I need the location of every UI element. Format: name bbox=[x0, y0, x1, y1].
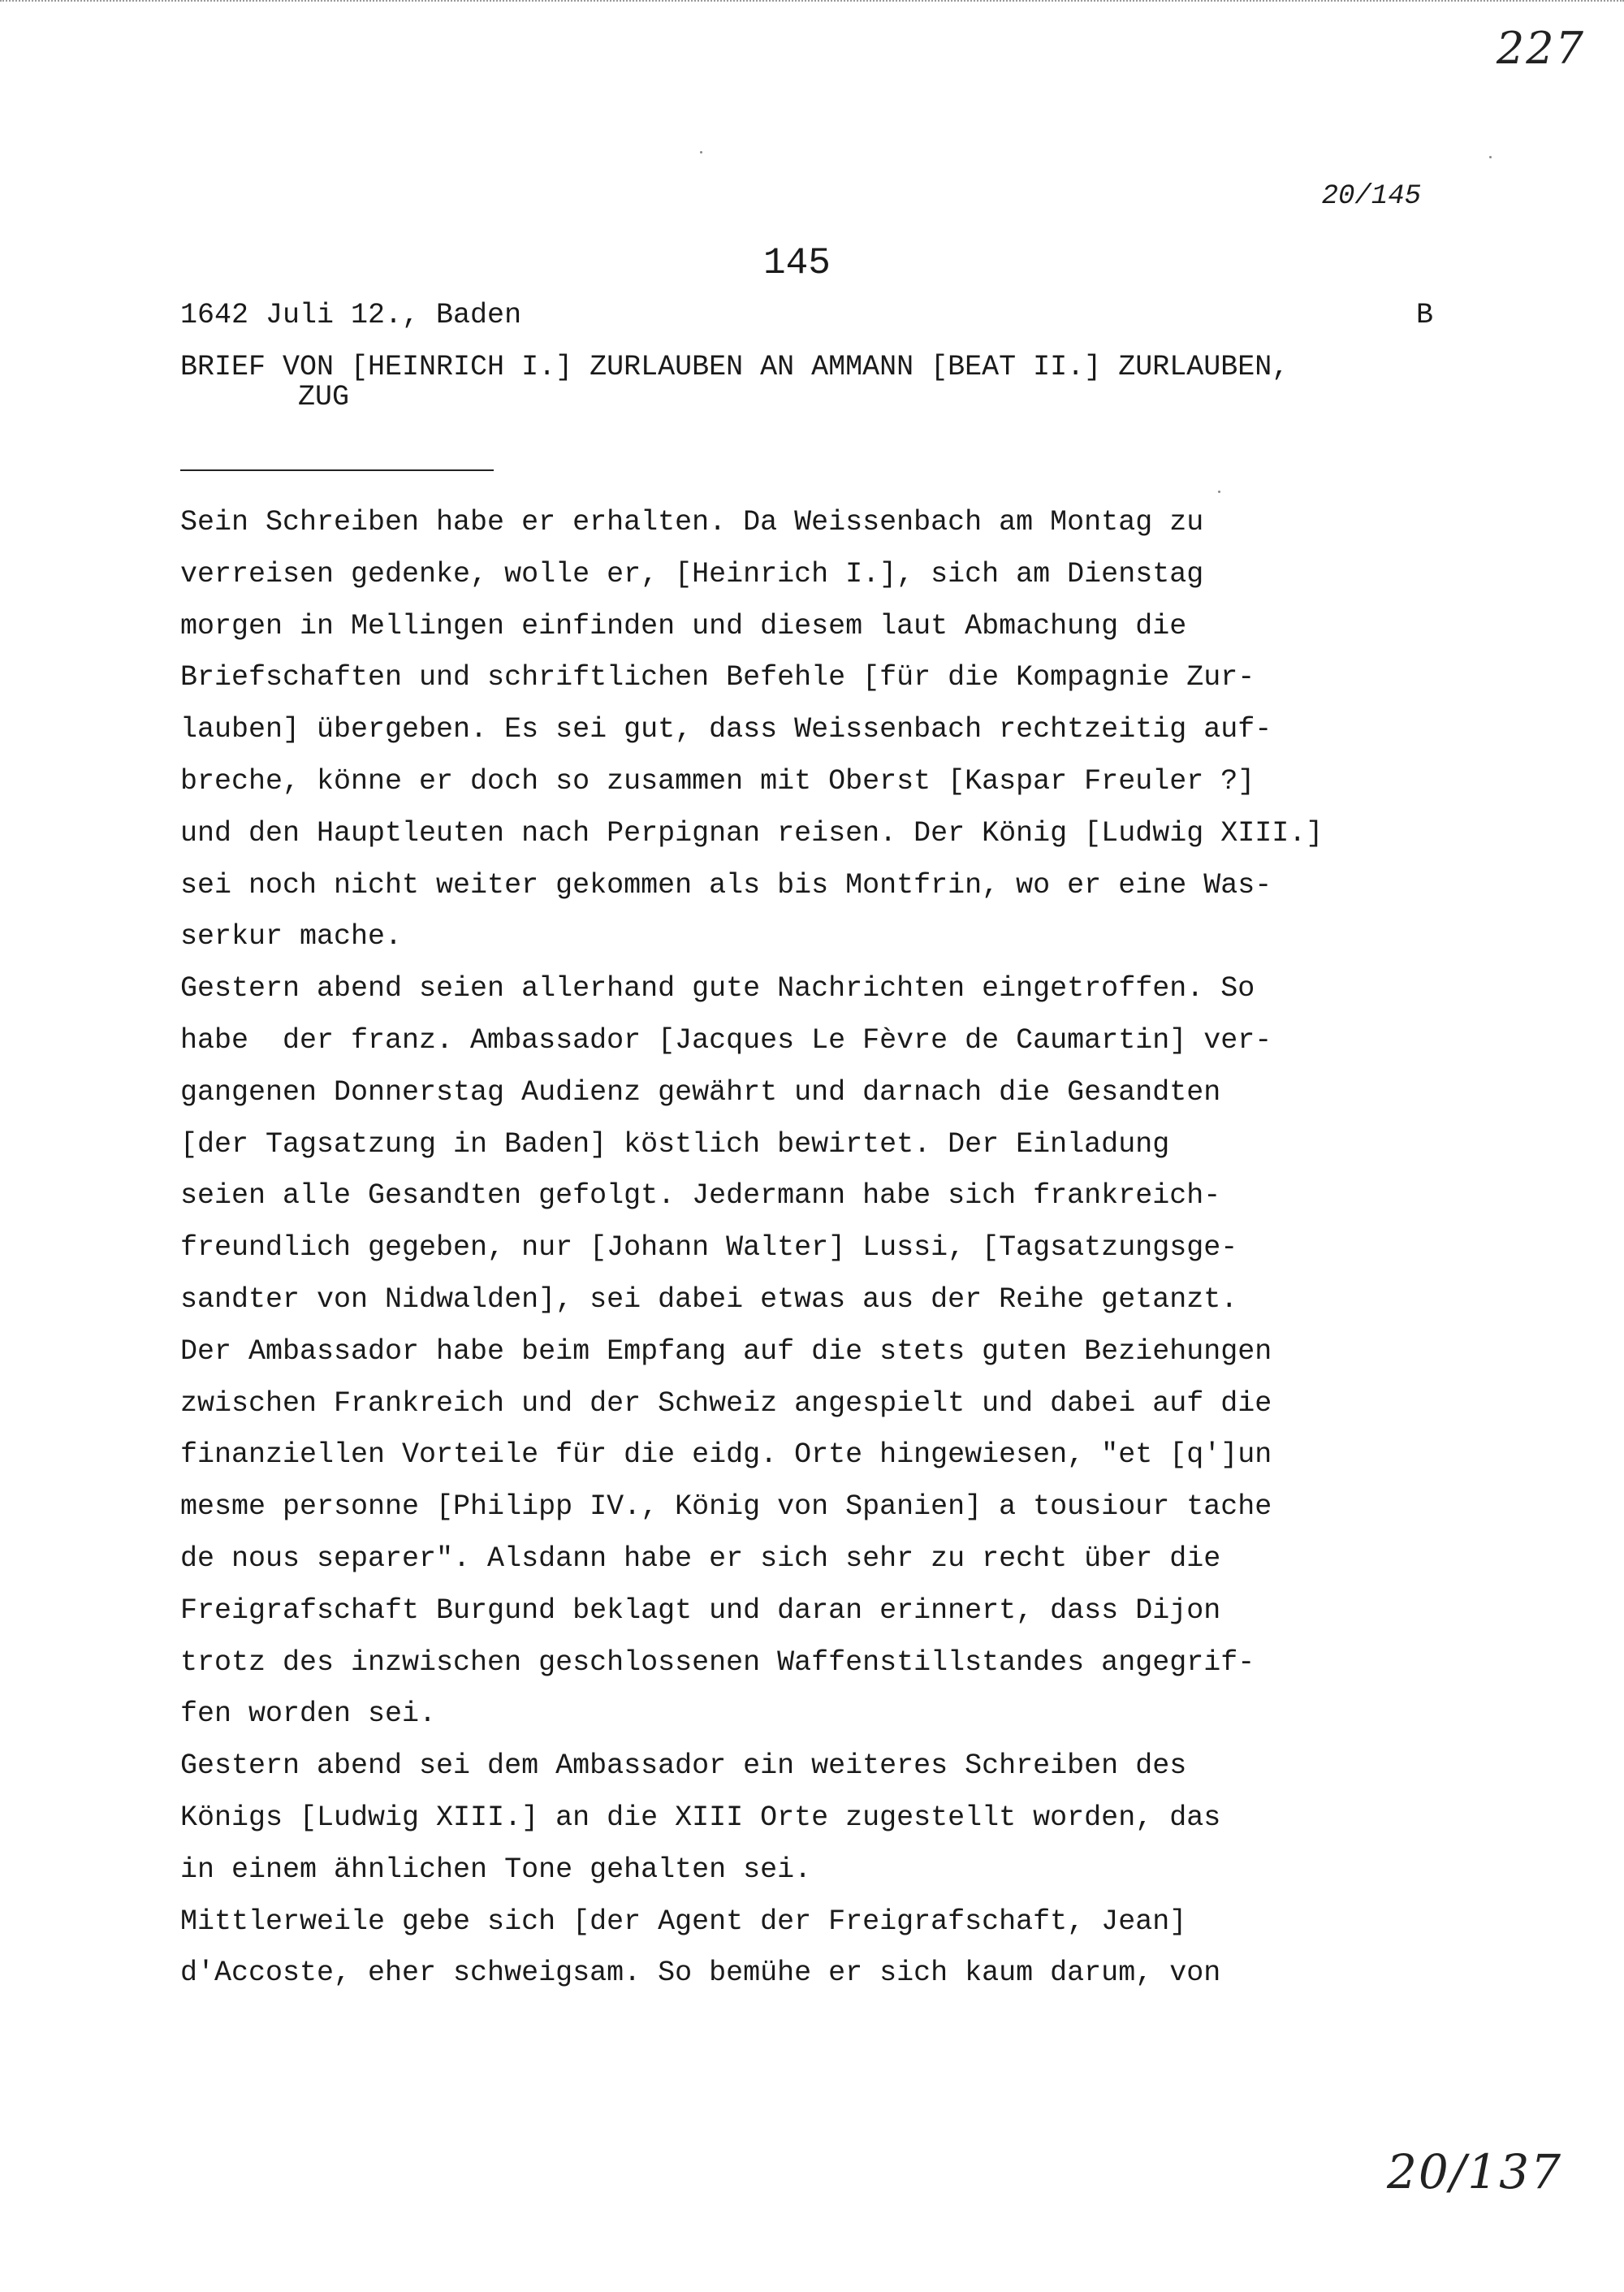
body-line: Sein Schreiben habe er erhalten. Da Weissenbach am Montag zu bbox=[180, 506, 1204, 538]
body-line: de nous separer". Alsdann habe er sich sehr zu recht über die bbox=[180, 1542, 1221, 1575]
scan-speck bbox=[1489, 156, 1492, 158]
body-text bbox=[180, 497, 1561, 2000]
document-reference: 20/145 bbox=[1321, 181, 1421, 212]
body-line: morgen in Mellingen einfinden und diesem laut Abmachung die bbox=[180, 609, 1187, 642]
page-edge bbox=[0, 0, 1624, 3]
body-line: seien alle Gesandten gefolgt. Jedermann habe sich frankreich- bbox=[180, 1179, 1221, 1213]
handwritten-folio-number: 227 bbox=[1496, 23, 1585, 74]
body-line: in einem ähnlichen Tone gehalten sei. bbox=[180, 1853, 812, 1886]
body-line: sei noch nicht weiter gekommen als bis Montfrin, wo er eine Was- bbox=[180, 868, 1272, 902]
body-line: Freigrafschaft Burgund beklagt und daran erinnert, dass Dijon bbox=[180, 1594, 1221, 1627]
body-line: zwischen Frankreich und der Schweiz angespielt und dabei auf die bbox=[180, 1386, 1272, 1420]
date-place: 1642 Juli 12., Baden bbox=[180, 299, 522, 331]
body-line: lauben] übergeben. Es sei gut, dass Weissenbach rechtzeitig auf- bbox=[180, 713, 1272, 746]
body-line: breche, könne er doch so zusammen mit Oberst [Kaspar Freuler ?] bbox=[180, 764, 1255, 798]
title-line-2: ZUG bbox=[298, 381, 350, 413]
document-title bbox=[180, 341, 1479, 413]
handwritten-archive-number: 20/137 bbox=[1386, 2144, 1562, 2199]
body-line: freundlich gegeben, nur [Johann Walter] Lussi, [Tagsatzungsge- bbox=[180, 1231, 1238, 1265]
body-line: finanziellen Vorteile für die eidg. Orte hingewiesen, "et [q']un bbox=[180, 1438, 1272, 1472]
body-line: d'Accoste, eher schweigsam. So bemühe er sich kaum darum, von bbox=[180, 1957, 1221, 1990]
body-line: verreisen gedenke, wolle er, [Heinrich I.], sich am Dienstag bbox=[180, 557, 1204, 590]
body-line: Gestern abend seien allerhand gute Nachrichten eingetroffen. So bbox=[180, 972, 1255, 1005]
body-line: und den Hauptleuten nach Perpignan reisen. Der König [Ludwig XIII.] bbox=[180, 816, 1324, 850]
body-line: fen worden sei. bbox=[180, 1697, 437, 1731]
body-line: mesme personne [Philipp IV., König von Spanien] a tousiour tache bbox=[180, 1490, 1272, 1524]
body-line: Der Ambassador habe beim Empfang auf die stets guten Beziehungen bbox=[180, 1334, 1272, 1368]
body-line: sandter von Nidwalden], sei dabei etwas aus der Reihe getanzt. bbox=[180, 1282, 1238, 1316]
body-line: Briefschaften und schriftlichen Befehle [für die Kompagnie Zur- bbox=[180, 661, 1255, 694]
document-type-marker: B bbox=[1415, 299, 1433, 331]
body-line: gangenen Donnerstag Audienz gewährt und darnach die Gesandten bbox=[180, 1075, 1221, 1109]
body-line: Gestern abend sei dem Ambassador ein weiteres Schreiben des bbox=[180, 1749, 1187, 1783]
body-line: Königs [Ludwig XIII.] an die XIII Orte zugestellt worden, das bbox=[180, 1801, 1221, 1834]
body-line: Mittlerweile gebe sich [der Agent der Freigrafschaft, Jean] bbox=[180, 1905, 1187, 1938]
body-line: trotz des inzwischen geschlossenen Waffenstillstandes angegrif- bbox=[180, 1645, 1255, 1679]
scan-speck bbox=[700, 151, 702, 154]
body-line: serkur mache. bbox=[180, 920, 403, 954]
document-number: 145 bbox=[763, 242, 831, 284]
title-line-1: BRIEF VON [HEINRICH I.] ZURLAUBEN AN AMMANN [BEAT II.] ZURLAUBEN, bbox=[180, 351, 1289, 383]
body-line: habe der franz. Ambassador [Jacques Le Fèvre de Caumartin] ver- bbox=[180, 1023, 1272, 1057]
scan-speck bbox=[1218, 491, 1220, 493]
title-divider bbox=[180, 469, 494, 471]
body-line: [der Tagsatzung in Baden] köstlich bewirtet. Der Einladung bbox=[180, 1127, 1170, 1161]
